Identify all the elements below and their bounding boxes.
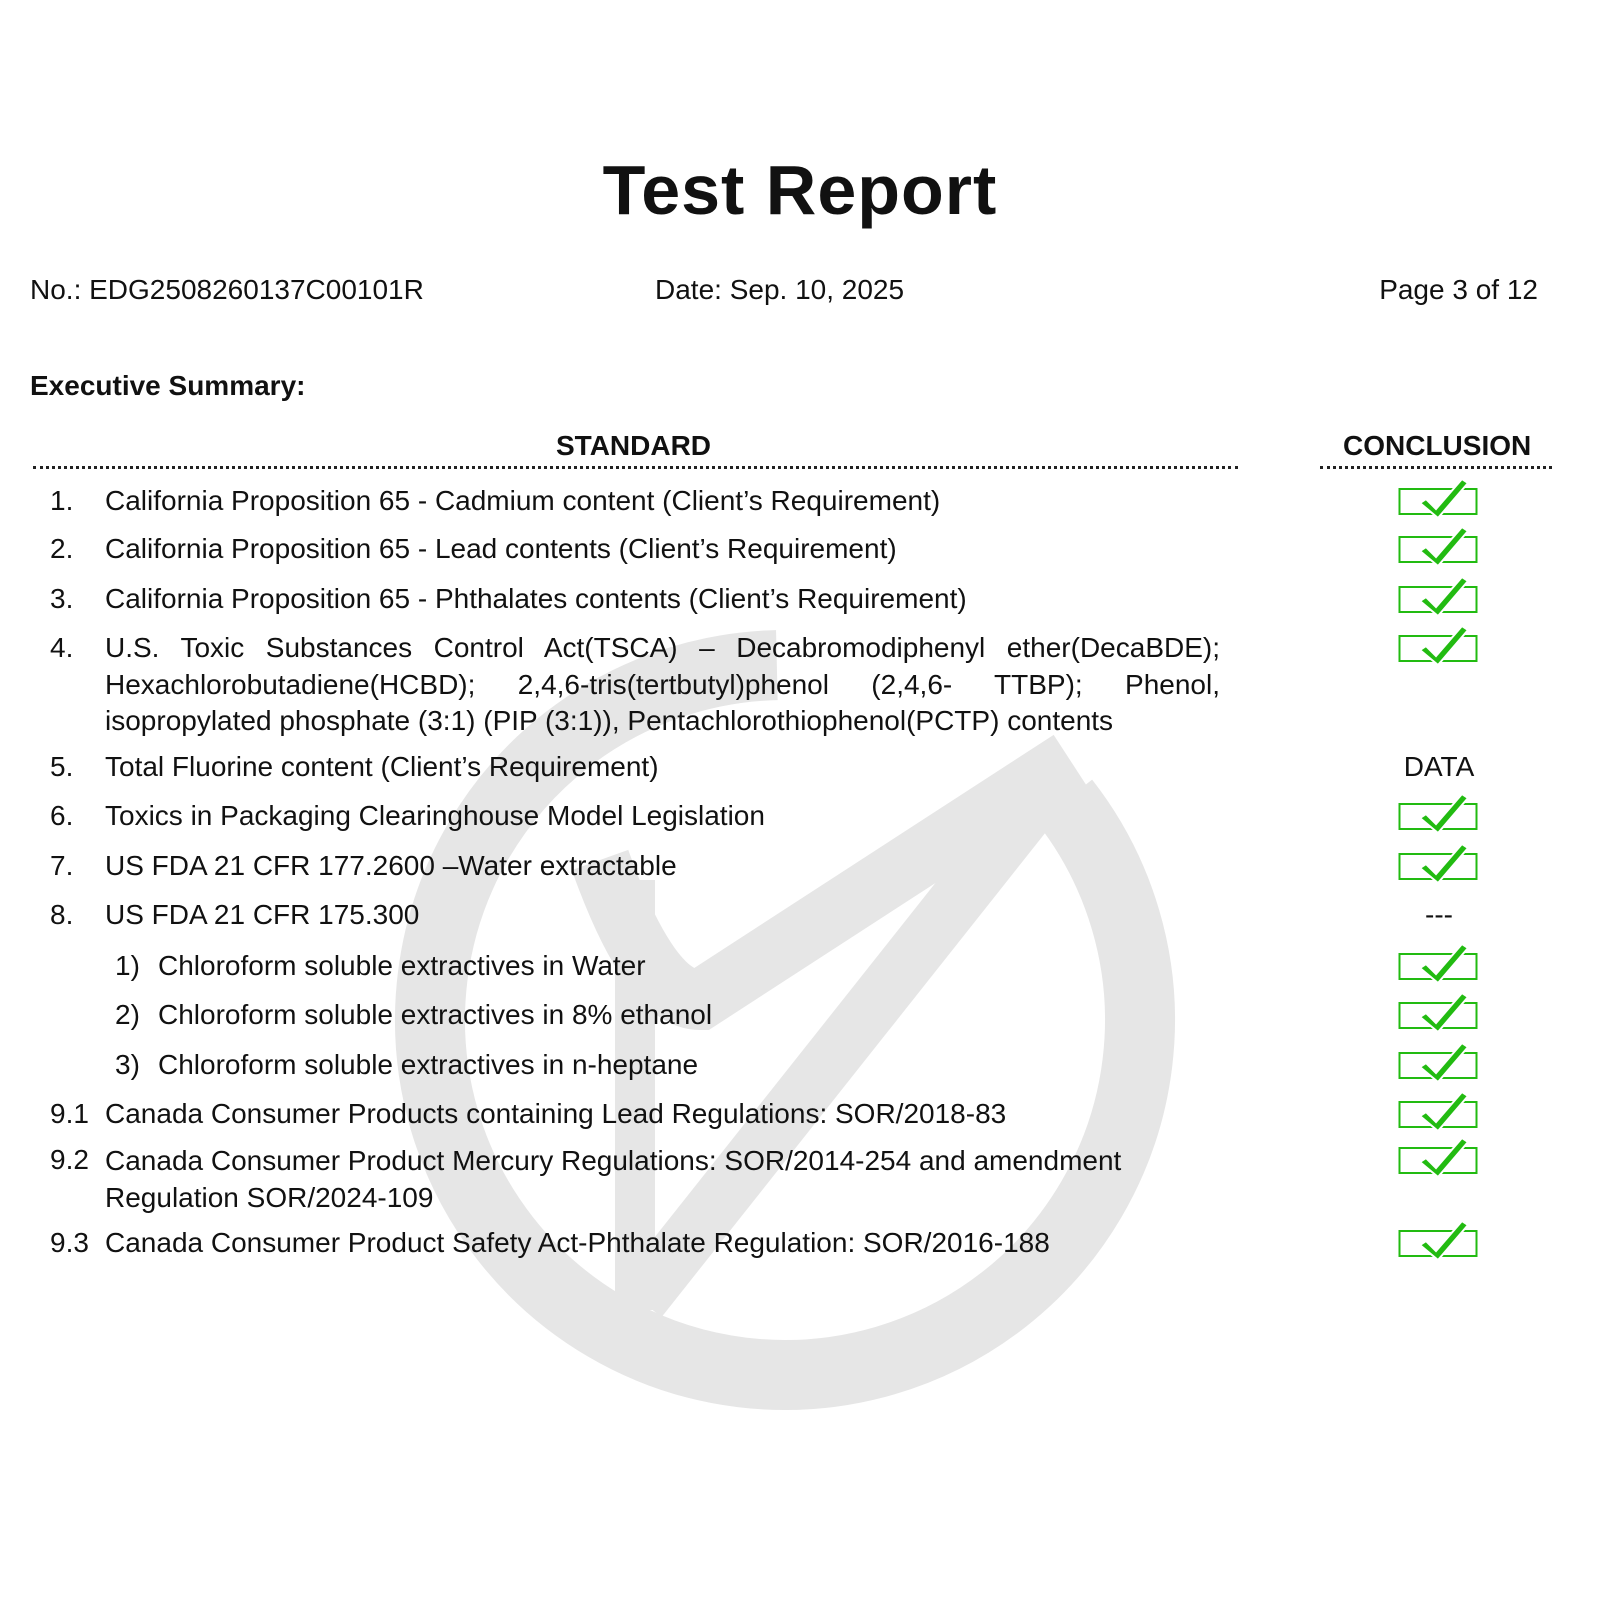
check-icon <box>1398 575 1480 615</box>
standard-text-line: Chloroform soluble extractives in Water <box>158 950 646 981</box>
standard-text-line: California Proposition 65 - Cadmium content (Client’s Requirement) <box>105 485 941 516</box>
standard-text <box>158 997 712 1034</box>
standard-text <box>105 581 967 618</box>
row-number: 6. <box>50 800 74 831</box>
divider <box>1320 466 1552 469</box>
standard-text-line: Total Fluorine content (Client’s Requirement) <box>105 751 659 782</box>
check-icon <box>1398 991 1480 1031</box>
standard-text <box>105 749 659 786</box>
conclusion-value: DATA <box>1403 751 1475 782</box>
standard-text-line: US FDA 21 CFR 175.300 <box>105 899 420 930</box>
standard-text-line: isopropylated phosphate (3:1) (PIP (3:1)), Pentachlorothiophenol(PCTP) contents <box>105 705 1114 736</box>
column-header-conclusion: CONCLUSION <box>1343 430 1532 461</box>
row-number: 9.3 <box>50 1227 89 1258</box>
check-icon <box>1398 624 1480 664</box>
standard-text <box>105 1142 1121 1216</box>
standard-text <box>105 1096 1006 1133</box>
check-icon <box>1398 1136 1480 1176</box>
row-number: 3) <box>115 1049 140 1080</box>
standard-text <box>105 483 940 520</box>
standard-text <box>105 897 419 934</box>
standard-text-line: US FDA 21 CFR 177.2600 –Water extractable <box>105 850 677 881</box>
row-number: 4. <box>50 632 74 663</box>
row-number: 7. <box>50 850 74 881</box>
standard-text-line: Toxics in Packaging Clearinghouse Model Legislation <box>105 800 765 831</box>
check-icon <box>1398 1090 1480 1130</box>
standard-text-line: U.S. Toxic Substances Control Act(TSCA) – Decabromodiphenyl ether(DecaBDE); <box>105 632 1220 663</box>
standard-text <box>158 1047 698 1084</box>
divider <box>33 466 1238 469</box>
row-number: 1. <box>50 485 74 516</box>
check-icon <box>1398 942 1480 982</box>
report-date: Date: Sep. 10, 2025 <box>655 274 905 305</box>
standard-text <box>105 798 765 835</box>
row-number: 5. <box>50 751 74 782</box>
standard-text-line: Canada Consumer Product Mercury Regulations: SOR/2014-254 and amendment <box>105 1145 1122 1176</box>
check-icon <box>1398 842 1480 882</box>
conclusion-value: --- <box>1425 899 1453 930</box>
check-icon <box>1398 525 1480 565</box>
standard-text-line: Hexachlorobutadiene(HCBD); 2,4,6-tris(tertbutyl)phenol (2,4,6- TTBP); Phenol, <box>105 668 1220 700</box>
standard-text <box>105 531 897 568</box>
check-icon <box>1398 1041 1480 1081</box>
standard-text-line: Chloroform soluble extractives in 8% ethanol <box>158 999 713 1030</box>
check-icon <box>1398 792 1480 832</box>
check-icon <box>1398 1219 1480 1259</box>
standard-text-line: Chloroform soluble extractives in n-heptane <box>158 1049 699 1080</box>
page-number: Page 3 of 12 <box>1379 274 1538 305</box>
standard-text <box>105 630 1220 740</box>
column-header-standard: STANDARD <box>556 430 712 461</box>
report-title: Test Report <box>602 151 998 229</box>
standard-text-line: Canada Consumer Products containing Lead Regulations: SOR/2018-83 <box>105 1098 1007 1129</box>
section-title: Executive Summary: <box>30 370 306 401</box>
standard-text <box>158 948 646 985</box>
row-number: 1) <box>115 950 140 981</box>
standard-text-line: Regulation SOR/2024-109 <box>105 1182 434 1213</box>
standard-text <box>105 1225 1050 1262</box>
row-number: 8. <box>50 899 74 930</box>
row-number: 9.2 <box>50 1144 89 1175</box>
standard-text-line: California Proposition 65 - Phthalates contents (Client’s Requirement) <box>105 583 967 614</box>
row-number: 9.1 <box>50 1098 89 1129</box>
check-icon <box>1398 477 1480 517</box>
row-number: 2. <box>50 533 74 564</box>
report-number: No.: EDG2508260137C00101R <box>30 274 424 305</box>
standard-text <box>105 848 677 885</box>
standard-text-line: California Proposition 65 - Lead contents (Client’s Requirement) <box>105 533 897 564</box>
row-number: 2) <box>115 999 140 1030</box>
row-number: 3. <box>50 583 74 614</box>
standard-text-line: Canada Consumer Product Safety Act-Phthalate Regulation: SOR/2016-188 <box>105 1227 1050 1258</box>
